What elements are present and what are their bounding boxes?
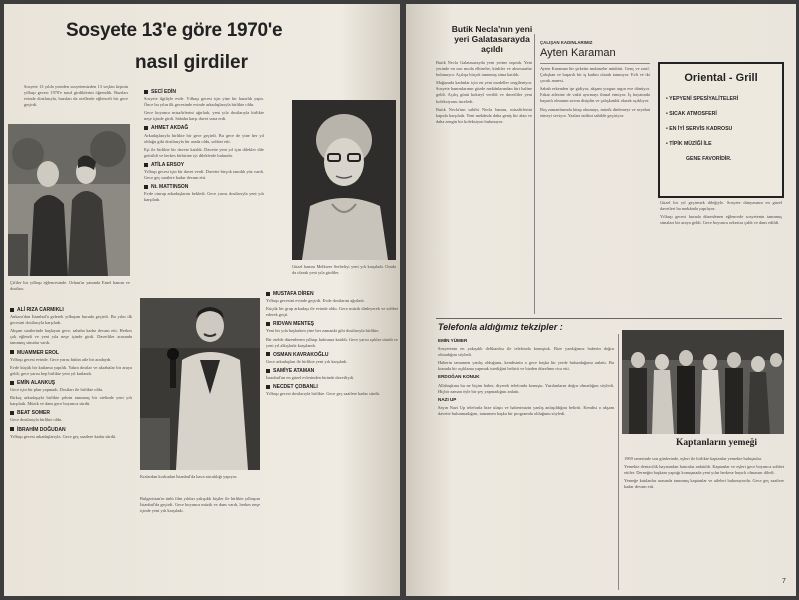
bullet-square-icon <box>266 352 270 356</box>
section-name: NECDET ÇOBANLI <box>273 384 318 391</box>
bullet-square-icon <box>144 163 148 167</box>
section-text: Yılbaşı gecesi dostlarıyla birlikte. Gece geç saatlere kadar sürdü. <box>266 391 380 397</box>
section-text: Sosyete ilgiliyle evde. Yılbaşı gecesi için yine bir hazırlık yaptı. Önce bu yılın ilk gecesinde evinde arkadaşlarıyla birlikte oldu. <box>144 96 264 108</box>
bullet-square-icon <box>10 411 14 415</box>
section-name: ATİLA ERSOY <box>151 161 185 168</box>
column-rule <box>534 34 535 314</box>
caption-left: Çiftler bir yılbaşı eğlencesinde. Orhan'ın yanında Emel hanım ve dostları. <box>10 280 130 292</box>
section-text: Yılbaşı gecesi evinde. Gece yarısı bütün aile bir aradaydı. <box>10 356 112 362</box>
section-name: SECİ EDİN <box>151 89 177 95</box>
butik-text: Butik Necla Galatasarayda yeni yerine taşındı. Yeni yerinde en son moda elbiseler, kürkler ve aksesuarlar bulunuyor. Açılışa birçok tanınmış sima katıldı. Mağazada kadınlar için en yeni modeller sergileniyor. Sosyete hanımlarının gözde mekânlarından biri haline geldi. Açılış günü kokteyl verildi ve davetliler yeni koleksiyonu inceledi. Butik Necla'nın sahibi Necla hanım, misafirlerini kapıda karşıladı. Yeni mekânda daha geniş bir alan ve daha zengin bir koleksiyon bulunuyor. <box>436 60 532 124</box>
telefon-title: Telefonla aldığımız tekzipler : <box>438 322 563 332</box>
column1-sections: ALİ RIZA CARMIKLI Ankara'dan İstanbul'a gelerek yılbaşını burada geçirdi. Bu yılın ilk gecesini dostlarıyla karşıladı. Akşam saatlerinde başlayan gece, sabaha kadar devam etti. Herkes çok eğlendi ve yeni yıla neşe içinde girdi. Davetliler arasında tanınmış simalar vardı. MUAMMER EROL Yılbaşı gecesi evinde. Gece yarısı bütün aile bir aradaydı. Evde küçük bir kutlama yapıldı. Yakın dostlar ve akrabalar bir araya geldi, gece yarısı hep birlikte yeni yıl kutlandı. EMİN ALANKUŞ Gece için bir plan yapmadı. Dostları ile birlikte oldu. Birkaç arkadaşıyla birlikte şehrin tanınmış bir otelinde yeni yılı karşıladı. Müzik ve dans gece boyunca sürdü. BEAT SOMER Gece dostlarıyla birlikte oldu. İBRAHİM DOĞUDAN Yılbaşı gecesi arkadaşlarıyla. Gece geç saatlere kadar sürdü. <box>10 307 132 439</box>
bullet-square-icon <box>144 185 148 189</box>
section-text: Yılbaşı gecesi arkadaşlarıyla. Gece geç saatlere kadar sürdü. <box>10 433 117 439</box>
bullet-square-icon <box>144 90 148 94</box>
caption-middle: Güzel hanım Melkizer Serbeliyi yeni yılı karşıladı. Orada da olarak yeni yıla girdiler. <box>292 264 396 276</box>
headline-line2: nasıl girdiler <box>135 52 248 73</box>
bullet-square-icon <box>144 126 148 130</box>
section-name: OSMAN KAVRAKOĞLU <box>273 351 329 358</box>
section-name: MUAMMER EROL <box>17 349 59 356</box>
section-name: SAMİYE ATAMAN <box>273 367 315 374</box>
photo-woman-glasses <box>292 100 396 260</box>
bullet-square-icon <box>10 427 14 431</box>
telefon-byline: ERDOĞAN KONUK <box>438 374 480 380</box>
ad-item: SICAK ATMOSFERİ <box>669 111 717 117</box>
section-text: Yılbaşı gecesi için bir davet verdi. Davette birçok tanıdık yüz vardı. Gece geç saatlere kadar devam etti. <box>144 169 264 181</box>
ad-closing: GENE FAVORİDİR. <box>686 156 732 162</box>
col3-text: Güzel bir yıl geçirmek dileğiyle. Sosyete dünyasının en güzel davetleri bu mekânda yapılıyor. Yılbaşı gecesi burada düzenlenen eğlencede sosyetenin tanınmış simaları bir araya geldi. Gece boyunca orkestra çaldı ve dans edildi. <box>660 200 782 226</box>
telefon-byline: NAZI UP <box>438 396 457 402</box>
page-number: 7 <box>782 578 786 585</box>
butik-title: Butik Necla'nın yeni yeri Galatasarayda açıldı <box>451 24 533 54</box>
oriental-grill-ad <box>658 62 784 198</box>
section-name: RIDVAN MENTEŞ <box>273 321 315 328</box>
kadinlar-name: Ayten Karaman <box>540 47 616 59</box>
section-text: İstanbul'un en güzel evlerinden birinde davetliydi. <box>266 375 355 381</box>
section-name: ALİ RIZA CARMIKLI <box>17 307 64 313</box>
section-text: Gece arkadaşları ile birlikte yeni yılı karşıladı. <box>266 358 348 364</box>
section-divider <box>436 318 782 319</box>
section-text: Gece için bir plan yapmadı. Dostları ile birlikte oldu. <box>10 387 104 393</box>
section-text: Evde oturup arkadaşlarını bekledi. Gece yarısı dostlarıyla yeni yılı karşıladı. <box>144 191 264 203</box>
section-text: Ankara'dan İstanbul'a gelerek yılbaşını burada geçirdi. Bu yılın ilk gecesini dostlarıyla karşıladı. <box>10 314 132 326</box>
caption-bottom: Kızlardan korkudan İstanbul'da hava atıcaklığı yapıyor. <box>140 474 238 479</box>
photo-couple <box>8 124 130 276</box>
telefon-text: EMİN YÜMER Sosyetenin en yakışıklı delikanlısı ile telefonda konuştuk. Bize yazdığımız haberin doğru olmadığını söyledi. Haberin tamamen yanlış olduğunu, kendisinin o gece başka bir yerde bulunduğunu anlattı. Bu konuda bir açıklama yapmak istediğini belirtti ve bizden düzeltme rica etti. ERDOĞAN KONUK Allahaşkına bu ne biçim haber, diyerek telefonda konuştu. Yazılanların doğru olmadığını söyledi. Hiçbir zaman öyle bir şey yapmadığını anlattı. NAZI UP Sayın Nazi Up telefonla bize ulaştı ve haberimizin yanlış anlaşıldığını belirtti. Kendisi o akşam davette bulunmadığını, tamamen başka bir programda olduğunu söyledi. <box>438 338 614 416</box>
kadinlar-underline <box>540 63 650 64</box>
photo-kaptanlar-group <box>622 330 784 434</box>
right-page <box>406 4 796 596</box>
section-text: Arkadaşlarıyla birlikte bir gece geçirdi. Bu gece de yine her yıl olduğu gibi dostlarıyla bir arada oldu, sohbet etti. <box>144 132 264 144</box>
section-name: BEAT SOMER <box>17 410 50 417</box>
section-name: AHMET AKDAĞ <box>151 125 189 132</box>
section-name: MUSTAFA DİREN <box>273 291 314 297</box>
telefon-lead: Sosyetenin en yakışıklı delikanlısı ile telefonda konuştuk. Bize yazdığımız haberin doğru olmadığını söyledi. <box>438 346 614 358</box>
ad-item: YEPYENİ SPESİYALİTELERİ <box>669 96 739 102</box>
headline-line1: Sosyete 13'e göre 1970'e <box>66 20 283 41</box>
section-text: Gece dostlarıyla birlikte oldu. <box>10 417 63 423</box>
section-text: Yılbaşı gecesini evinde geçirdi. Evde dostlarını ağırladı. <box>266 298 365 304</box>
bullet-square-icon <box>266 292 270 296</box>
ad-item: TİPİK MÜZİĞİ İLE <box>669 141 712 147</box>
kaptan-lead: 1969 senesinde son günlerinde, eşleri ile birlikte kaptanlar yemekte buluştular. <box>624 456 762 461</box>
intro-text: Sosyete 13 yılda yeniden sosyetemizden 13 seçkin kişinin yılbaşı gecesi 1970'e nasıl girdiklerini öğrendik. Bazıları evinde dostlarıyla, bazıları da otellerde eğlenceli bir gece geçirdi. <box>24 84 128 108</box>
kadinlar-lead: Ayten Karaman bir şirketin muhasebe müdürü. Genç ve zarif. Çalışkan ve başarılı bir iş kadını olarak tanınıyor. Evli ve iki çocuk annesi. <box>540 66 650 84</box>
bullet-square-icon <box>10 308 14 312</box>
ad-items: • YEPYENİ SPESİYALİTELERİ • SICAK ATMOSFERİ • EN İYİ SERVİS KADROSU • TİPİK MÜZİĞİ İLE GENE FAVORİDİR. <box>666 96 782 162</box>
bullet-square-icon <box>266 369 270 373</box>
kaptan-text: 1969 senesinde son günlerinde, eşleri ile birlikte kaptanlar yemekte buluştular. Yemekte denizcilik hayatından hatıralar anlatıldı. Kaptanlar ve eşleri gece boyunca sohbet ettiler. Derneğin başkanı yaptığı konuşmada yeni yılın herkese hayırlı olmasını diledi. Yemeğe katılanlar arasında tanınmış kaptanlar ve aileleri bulunuyordu. Gece geç saatlere kadar devam etti. <box>624 456 784 490</box>
section-name: EMİN ALANKUŞ <box>17 379 56 386</box>
column2b-sections: MUSTAFA DİREN Yılbaşı gecesini evinde geçirdi. Evde dostlarını ağırladı. Küçük bir grup arkadaşı ile evinde oldu. Gece müzik dinleyerek ve sohbet ederek geçti. RIDVAN MENTEŞ Yeni bir yıla başlarken yine her zamanki gibi dostlarıyla birlikte. Bir otelde düzenlenen yılbaşı balosuna katıldı. Gece yarısı ışıklar söndü ve yeni yıl alkışlarla karşılandı. OSMAN KAVRAKOĞLU Gece arkadaşları ile birlikte yeni yılı karşıladı. SAMİYE ATAMAN İstanbul'un en güzel evlerinden birinde davetliydi. NECDET ÇOBANLI Yılbaşı gecesi dostlarıyla birlikte. Gece geç saatlere kadar sürdü. <box>266 291 398 397</box>
kaptan-title: Kaptanların yemeği <box>676 438 758 448</box>
section-name: Nt. MATTINSON <box>151 184 189 191</box>
butik-lead: Butik Necla Galatasarayda yeni yerine taşındı. Yeni yerinde en son moda elbiseler, kürkler ve aksesuarlar bulunuyor. Açılışa birçok tanınmış sima katıldı. <box>436 60 532 78</box>
photo-man-microphone <box>140 298 260 470</box>
bullet-square-icon <box>266 385 270 389</box>
col3-lead: Güzel bir yıl geçirmek dileğiyle. Sosyete dünyasının en güzel davetleri bu mekânda yapılıyor. <box>660 200 782 212</box>
bullet-square-icon <box>266 322 270 326</box>
section-name: İBRAHİM DOĞUDAN <box>17 426 66 433</box>
column2-sections: SECİ EDİN Sosyete ilgiliyle evde. Yılbaşı gecesi için yine bir hazırlık yaptı. Önce bu yılın ilk gecesinde evinde arkadaşlarıyla birlikte oldu. Gece boyunca misafirlerini ağırladı, yeni yıla dostlarıyla birlikte neşe içinde girdi. Sabaha karşı davet sona erdi. AHMET AKDAĞ Arkadaşlarıyla birlikte bir gece geçirdi. Bu gece de yine her yıl olduğu gibi dostlarıyla bir arada oldu, sohbet etti. Eşi ile birlikte bir davete katıldı. Davette yeni yıl için dilekler dile getirildi ve herkes birbirine iyi dileklerde bulundu. ATİLA ERSOY Yılbaşı gecesi için bir davet verdi. Davette birçok tanıdık yüz vardı. Gece geç saatlere kadar devam etti. Nt. MATTINSON Evde oturup arkadaşlarını bekledi. Gece yarısı dostlarıyla yeni yılı karşıladı. <box>144 89 264 203</box>
bottom-filler-text: Bulgaristan'ın ünlü film yıldızı yakışıklı kişiler ile birlikte yılbaşını İstanbul'da geçirdi. Gece boyunca müzik ve dans vardı, herkes neşe içinde yeni yılı karşıladı. <box>140 496 260 514</box>
kadinlar-text: Ayten Karaman bir şirketin muhasebe müdürü. Genç ve zarif. Çalışkan ve başarılı bir iş kadını olarak tanınıyor. Evli ve iki çocuk annesi. Sabah erkenden işe gidiyor, akşam yorgun argın eve dönüyor. Fakat ailesine de vakit ayırmayı ihmal etmiyor. İş hayatında başarılı olmanın sırrını disiplin ve çalışkanlık olarak açıklıyor. Boş zamanlarında kitap okumayı, müzik dinlemeyi ve seyahat etmeyi seviyor. Yazları tatilini sahilde geçiriyor. <box>540 66 650 118</box>
kadinlar-kicker: ÇALIŞAN KADINLARIMIZ <box>540 40 593 45</box>
telefon-byline: EMİN YÜMER <box>438 338 468 343</box>
left-page <box>4 4 400 596</box>
column-rule <box>618 334 619 590</box>
bullet-square-icon <box>10 350 14 354</box>
ad-item: EN İYİ SERVİS KADROSU <box>669 126 733 132</box>
ad-title: Oriental - Grill <box>684 72 758 84</box>
bullet-square-icon <box>10 381 14 385</box>
section-text: Yeni bir yıla başlarken yine her zamanki gibi dostlarıyla birlikte. <box>266 328 380 334</box>
